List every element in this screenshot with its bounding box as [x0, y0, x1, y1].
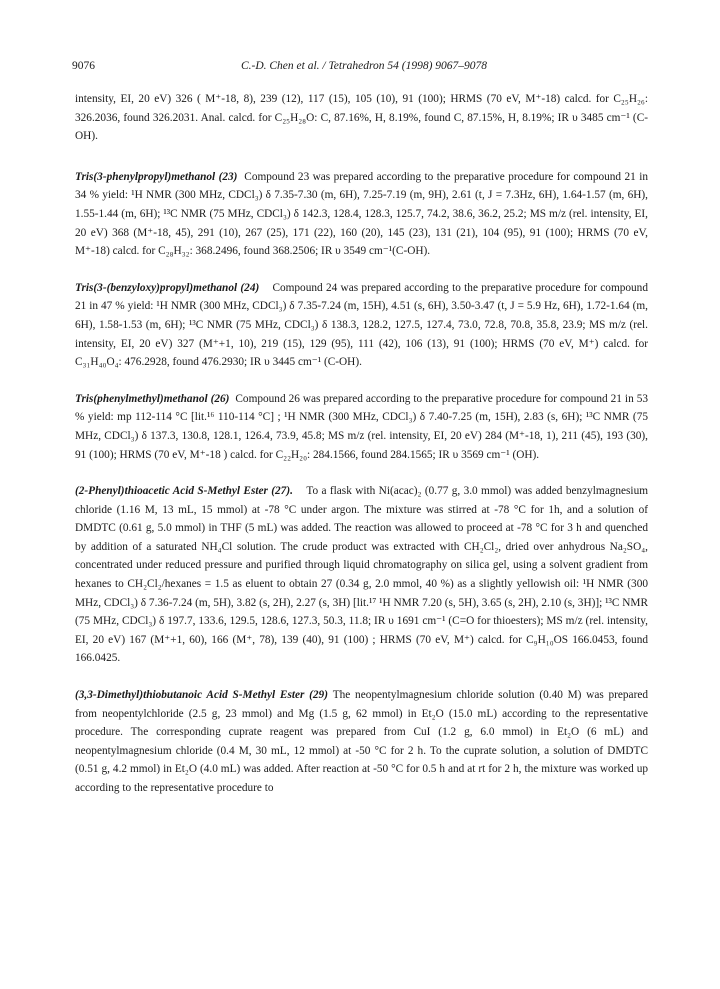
article-body: [75, 90, 648, 816]
compound-heading: (3,3-Dimethyl)thiobutanoic Acid S-Methyl Ester (29): [75, 689, 328, 702]
paragraph: [75, 279, 648, 372]
compound-heading: Tris(3-phenylpropyl)methanol (23): [75, 170, 238, 183]
paragraph: [75, 90, 648, 146]
running-head: C.-D. Chen et al. / Tetrahedron 54 (1998) 9067–9078: [240, 60, 488, 72]
paragraph: [75, 168, 648, 261]
compound-heading: Tris(phenylmethyl)methanol (26): [75, 392, 230, 405]
paragraph: [75, 482, 648, 668]
paragraph: [75, 686, 648, 798]
paragraph-text: The neopentylmagnesium chloride solution (0.40 M) was prepared from neopentylchloride (2.5 g, 23 mmol) and Mg (1.5 g, 62 mmol) in Et₂O (15.0 mL) according to the representative procedure. The corresponding cuprate reagent was prepared from CuI (1.2 g, 6.0 mmol) in Et₂O (6 mL) and neopentylmagnesium chloride (0.4 M, 30 mL, 12 mmol) at -50 °C for 2 h. To the cuprate solution, a solution of DMDTC (0.51 g, 4.2 mmol) in Et₂O (4.0 mL) was added. After reaction at -50 °C for 0.5 h and at rt for 2 h, the mixture was worked up according to the representative procedure to: [75, 689, 648, 794]
paragraph: [75, 390, 648, 464]
page-header: [72, 60, 656, 78]
paragraph-text: Compound 26 was prepared according to the preparative procedure for compound 21 in 53 % yield: mp 112-114 °C [lit.¹⁶ 110-114 °C] ; ¹H NMR (300 MHz, CDCl₃) δ 7.40-7.25 (m, 15H), 2.83 (s, 6H); ¹³C NMR (75 MHz, CDCl₃) δ 137.3, 130.8, 128.1, 126.4, 73.9, 45.8; MS m/z (rel. intensity, EI, 20 eV) 284 (M⁺-18, 1), 211 (45), 193 (30), 91 (100); HRMS (70 eV, M⁺-18 ) calcd. for C₂₂H₂₀: 284.1566, found 284.1565; IR υ 3569 cm⁻¹ (OH).: [75, 392, 648, 461]
page-number: 9076: [72, 60, 95, 72]
compound-heading: (2-Phenyl)thioacetic Acid S-Methyl Ester (27).: [75, 485, 293, 498]
paragraph-text: intensity, EI, 20 eV) 326 ( M⁺-18, 8), 239 (12), 117 (15), 105 (10), 91 (100); HRMS (70 eV, M⁺-18) calcd. for C₂₅H₂₆: 326.2036, found 326.2031. Anal. calcd. for C₂₅H₂₈O: C, 87.16%, H, 8.19%, found C, 87.15%, H, 8.19%; IR υ 3485 cm⁻¹ (C-OH).: [75, 93, 648, 143]
paragraph-text: To a flask with Ni(acac)₂ (0.77 g, 3.0 mmol) was added benzylmagnesium chloride (1.16 M, 13 mL, 15 mmol) at -78 °C under argon. The mixture was stirred at -78 °C for 1h, and a solution of DMDTC (0.61 g, 5.0 mmol) in THF (5 mL) was added. The reaction was allowed to proceed at -78 °C for 3 h and quenched by addition of a saturated NH₄Cl solution. The crude product was extracted with CH₂Cl₂, dried over anhydrous Na₂SO₄, concentrated under reduced pressure and purified through liquid chromatography on silica gel, using a solvent gradient from hexanes to CH₂Cl₂/hexanes = 1.5 as eluent to obtain 27 (0.34 g, 2.0 mmol, 40 %) as a slightly yellowish oil: ¹H NMR (300 MHz, CDCl₃) δ 7.36-7.24 (m, 5H), 3.82 (s, 2H), 2.27 (s, 3H) [lit.¹⁷ ¹H NMR 7.20 (s, 5H), 3.65 (s, 2H), 2.10 (s, 3H)]; ¹³C NMR (75 MHz, CDCl₃) δ 197.7, 133.6, 129.5, 128.6, 127.3, 50.3, 11.8; IR υ 1691 cm⁻¹ (C=O for thioesters); MS m/z (rel. intensity, EI, 20 eV) 167 (M⁺+1, 60), 166 (M⁺, 78), 139 (40), 91 (100) ; HRMS (70 eV, M⁺) calcd. for C₉H₁₀OS 166.0453, found 166.0425.: [75, 485, 649, 665]
paragraph-text: Compound 23 was prepared according to the preparative procedure for compound 21 in 34 % yield: ¹H NMR (300 MHz, CDCl₃) δ 7.35-7.30 (m, 6H), 7.25-7.19 (m, 9H), 2.61 (t, J = 7.3Hz, 6H), 1.64-1.57 (m, 6H), 1.55-1.44 (m, 6H); ¹³C NMR (75 MHz, CDCl₃) δ 142.3, 128.4, 128.3, 125.7, 74.2, 38.6, 36.2, 25.2; MS m/z (rel. intensity, EI, 20 eV) 368 (M⁺-18, 45), 291 (10), 267 (25), 171 (22), 160 (20), 145 (23), 131 (21), 104 (95), 91 (100); HRMS (70 eV, M⁺-18) calcd. for C₂₈H₃₂: 368.2496, found 368.2506; IR υ 3549 cm⁻¹(C-OH).: [75, 170, 648, 258]
paragraph-text: Compound 24 was prepared according to the preparative procedure for compound 21 in 47 % yield: ¹H NMR (300 MHz, CDCl₃) δ 7.35-7.24 (m, 15H), 4.51 (s, 6H), 3.50-3.47 (t, J = 5.9 Hz, 6H), 1.72-1.64 (m, 6H), 1.58-1.53 (m, 6H); ¹³C NMR (75 MHz, CDCl₃) δ 138.3, 128.2, 127.5, 127.4, 73.0, 72.8, 70.8, 35.8, 23.9; MS m/z (rel. intensity, EI, 20 eV) 327 (M⁺+1, 10), 219 (15), 129 (95), 111 (42), 106 (13), 91 (100); HRMS (70 eV, M⁺) calcd. for C₃₁H₄₀O₄: 476.2928, found 476.2930; IR υ 3445 cm⁻¹ (C-OH).: [75, 281, 648, 369]
compound-heading: Tris(3-(benzyloxy)propyl)methanol (24): [75, 281, 260, 294]
